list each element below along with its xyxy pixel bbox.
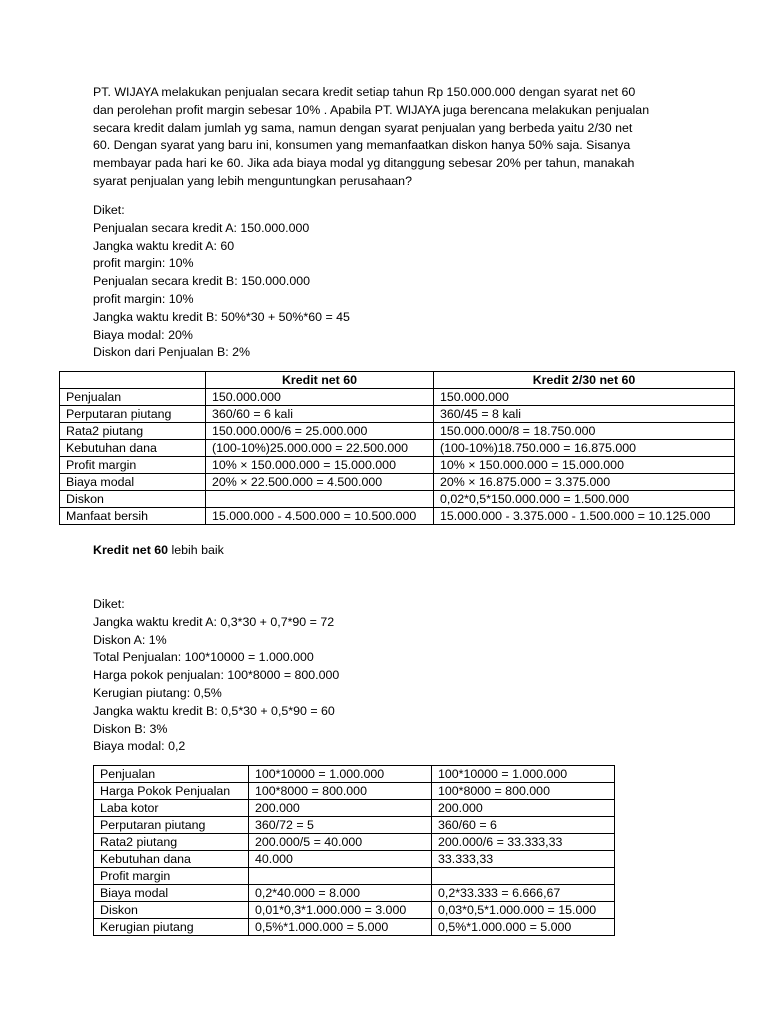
conclusion-rest: lebih baik	[168, 543, 224, 557]
row-label: Kerugian piutang	[94, 919, 249, 936]
row-label: Perputaran piutang	[60, 406, 206, 423]
table-cell: 0,2*40.000 = 8.000	[249, 885, 432, 902]
given-line: Diskon dari Penjualan B: 2%	[93, 345, 251, 360]
problem-line: syarat penjualan yang lebih menguntungkan perusahaan?	[93, 173, 412, 188]
table-cell: 200.000	[249, 800, 432, 817]
row-label: Penjualan	[60, 389, 206, 406]
table-cell: 100*8000 = 800.000	[432, 783, 615, 800]
table-row	[94, 851, 615, 868]
table-header-row	[60, 372, 735, 389]
header-cell: Kredit net 60	[206, 372, 434, 389]
given-line: profit margin: 10%	[93, 256, 194, 271]
row-label: Biaya modal	[94, 885, 249, 902]
table-row	[60, 406, 735, 423]
row-label: Diskon	[94, 902, 249, 919]
row-label: Kebutuhan dana	[60, 440, 206, 457]
table-cell: 360/60 = 6	[432, 817, 615, 834]
table-row	[60, 474, 735, 491]
problem-line: secara kredit dalam jumlah yg sama, namun dengan syarat penjualan yang berbeda yaitu 2/30 net	[93, 120, 633, 135]
given-line: Diket:	[93, 203, 125, 217]
table-cell: 15.000.000 - 3.375.000 - 1.500.000 = 10.125.000	[434, 508, 735, 525]
given-line: Biaya modal: 20%	[93, 327, 193, 342]
given-line: Jangka waktu kredit A: 60	[93, 238, 235, 253]
row-label: Kebutuhan dana	[94, 851, 249, 868]
table-row	[60, 491, 735, 508]
problem-line: 60. Dengan syarat yang baru ini, konsumen yang memanfaatkan diskon hanya 50% saja. Sisanya	[93, 138, 631, 153]
table-cell: 0,5%*1.000.000 = 5.000	[432, 919, 615, 936]
row-label: Perputaran piutang	[94, 817, 249, 834]
given-section-1	[93, 202, 350, 362]
table-row	[94, 868, 615, 885]
given-line: Jangka waktu kredit B: 50%*30 + 50%*60 = 45	[93, 309, 350, 324]
given-line: profit margin: 10%	[93, 291, 194, 306]
problem-line: membayar pada hari ke 60. Jika ada biaya modal yg ditanggung sebesar 20% per tahun, manakah	[93, 156, 635, 171]
row-label: Harga Pokok Penjualan	[94, 783, 249, 800]
table-cell: 20% × 16.875.000 = 3.375.000	[434, 474, 735, 491]
table-row	[94, 885, 615, 902]
table-cell: 360/60 = 6 kali	[206, 406, 434, 423]
given-line: Penjualan secara kredit B: 150.000.000	[93, 274, 310, 289]
table-cell: 100*8000 = 800.000	[249, 783, 432, 800]
problem-line: dan perolehan profit margin sebesar 10% . Apabila PT. WIJAYA juga berencana melakukan penjualan	[93, 102, 650, 117]
table-cell: 150.000.000/8 = 18.750.000	[434, 423, 735, 440]
row-label: Profit margin	[60, 457, 206, 474]
row-label: Biaya modal	[60, 474, 206, 491]
table-cell: 150.000.000	[434, 389, 735, 406]
table-row	[94, 834, 615, 851]
row-label: Rata2 piutang	[94, 834, 249, 851]
conclusion-bold: Kredit net 60	[93, 543, 169, 557]
row-label: Manfaat bersih	[60, 508, 206, 525]
header-cell: Kredit 2/30 net 60	[434, 372, 735, 389]
table-cell: 0,01*0,3*1.000.000 = 3.000	[249, 902, 432, 919]
table-row	[94, 783, 615, 800]
comparison-table-1	[59, 371, 735, 525]
table-cell: (100-10%)18.750.000 = 16.875.000	[434, 440, 735, 457]
row-label: Rata2 piutang	[60, 423, 206, 440]
conclusion-text	[93, 542, 224, 560]
problem-statement	[93, 84, 693, 191]
table-cell: 0,5%*1.000.000 = 5.000	[249, 919, 432, 936]
comparison-table-2	[93, 765, 615, 936]
table-row	[94, 902, 615, 919]
given-line: Penjualan secara kredit A: 150.000.000	[93, 220, 310, 235]
table-cell: 100*10000 = 1.000.000	[432, 766, 615, 783]
given-section-2	[93, 596, 339, 756]
table-row	[60, 440, 735, 457]
given-line: Jangka waktu kredit B: 0,5*30 + 0,5*90 = 60	[93, 703, 335, 718]
table-row	[60, 508, 735, 525]
table-row	[60, 389, 735, 406]
table-cell	[432, 868, 615, 885]
row-label: Profit margin	[94, 868, 249, 885]
given-line: Total Penjualan: 100*10000 = 1.000.000	[93, 650, 314, 665]
given-line: Diskon A: 1%	[93, 632, 167, 647]
table-cell	[206, 491, 434, 508]
table-cell: 360/45 = 8 kali	[434, 406, 735, 423]
table-row	[94, 919, 615, 936]
table-cell: 150.000.000	[206, 389, 434, 406]
given-line: Biaya modal: 0,2	[93, 739, 186, 754]
table-row	[94, 817, 615, 834]
table-cell: 15.000.000 - 4.500.000 = 10.500.000	[206, 508, 434, 525]
table-cell: 20% × 22.500.000 = 4.500.000	[206, 474, 434, 491]
table-cell: 0,03*0,5*1.000.000 = 15.000	[432, 902, 615, 919]
given-line: Diket:	[93, 597, 125, 611]
given-line: Kerugian piutang: 0,5%	[93, 685, 222, 700]
row-label: Laba kotor	[94, 800, 249, 817]
given-line: Harga pokok penjualan: 100*8000 = 800.000	[93, 668, 340, 683]
table-row	[94, 766, 615, 783]
table-cell: 0,02*0,5*150.000.000 = 1.500.000	[434, 491, 735, 508]
given-line: Diskon B: 3%	[93, 721, 168, 736]
table-cell: 33.333,33	[432, 851, 615, 868]
row-label: Penjualan	[94, 766, 249, 783]
table-cell: 360/72 = 5	[249, 817, 432, 834]
table-cell: 200.000/6 = 33.333,33	[432, 834, 615, 851]
table-row	[60, 423, 735, 440]
table-cell: 10% × 150.000.000 = 15.000.000	[434, 457, 735, 474]
table-row	[60, 457, 735, 474]
table-cell: 100*10000 = 1.000.000	[249, 766, 432, 783]
table-cell: 150.000.000/6 = 25.000.000	[206, 423, 434, 440]
table-row	[94, 800, 615, 817]
table-cell: 0,2*33.333 = 6.666,67	[432, 885, 615, 902]
given-line: Jangka waktu kredit A: 0,3*30 + 0,7*90 = 72	[93, 614, 335, 629]
table-cell: 200.000/5 = 40.000	[249, 834, 432, 851]
row-label: Diskon	[60, 491, 206, 508]
table-cell: (100-10%)25.000.000 = 22.500.000	[206, 440, 434, 457]
table-cell: 40.000	[249, 851, 432, 868]
table-cell: 10% × 150.000.000 = 15.000.000	[206, 457, 434, 474]
table-cell: 200.000	[432, 800, 615, 817]
table-cell	[249, 868, 432, 885]
problem-line: PT. WIJAYA melakukan penjualan secara kredit setiap tahun Rp 150.000.000 dengan syarat net 60	[93, 85, 636, 99]
header-cell	[60, 372, 206, 389]
